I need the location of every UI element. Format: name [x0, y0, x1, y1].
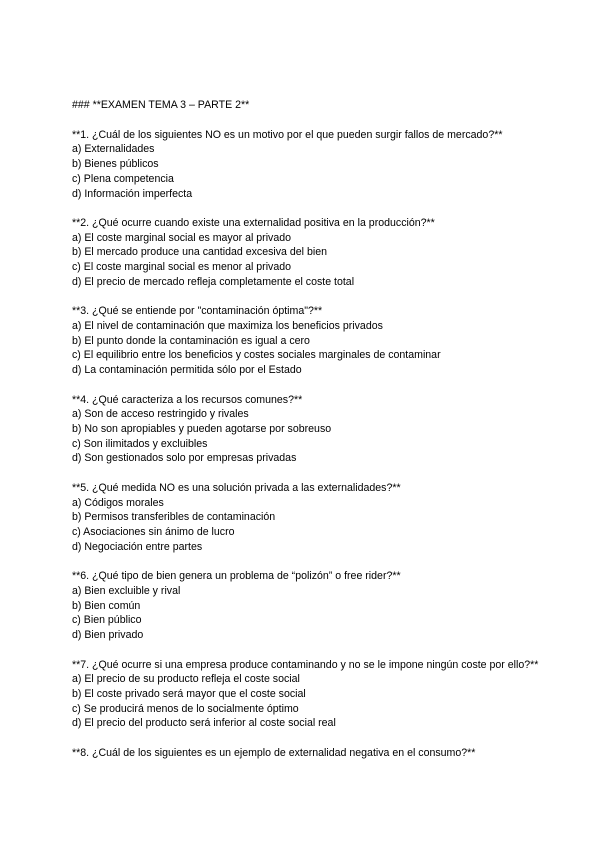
option-a: a) Son de acceso restringido y rivales [72, 408, 249, 421]
option-b: b) Bienes públicos [72, 158, 159, 171]
exam-document [72, 98, 542, 775]
option-c: c) Plena competencia [72, 172, 174, 185]
option-a: a) Códigos morales [72, 496, 164, 509]
question-text: **7. ¿Qué ocurre si una empresa produce contaminando y no se le impone ningún coste por ello?** [72, 658, 539, 671]
option-b: b) Permisos transferibles de contaminación [72, 511, 276, 524]
question-6 [72, 569, 542, 643]
question-4 [72, 393, 542, 467]
option-a: a) El precio de su producto refleja el coste social [72, 673, 300, 686]
exam-title: ### **EXAMEN TEMA 3 – PARTE 2** [72, 99, 250, 111]
question-3 [72, 304, 542, 378]
option-b: b) El punto donde la contaminación es igual a cero [72, 334, 310, 347]
option-d: d) Bien privado [72, 629, 144, 642]
option-a: a) El nivel de contaminación que maximiza los beneficios privados [72, 320, 383, 333]
question-text: **2. ¿Qué ocurre cuando existe una externalidad positiva en la producción?** [72, 217, 435, 230]
option-d: d) Información imperfecta [72, 187, 193, 200]
question-text: **4. ¿Qué caracteriza a los recursos comunes?** [72, 393, 303, 406]
question-text: **5. ¿Qué medida NO es una solución privada a las externalidades?** [72, 481, 401, 494]
option-d: d) El precio de mercado refleja completamente el coste total [72, 275, 355, 288]
question-text: **6. ¿Qué tipo de bien genera un problema de “polizón” o free rider?** [72, 570, 401, 583]
option-c: c) El equilibrio entre los beneficios y costes sociales marginales de contaminar [72, 349, 441, 362]
option-c: c) Bien público [72, 614, 142, 627]
option-c: c) El coste marginal social es menor al privado [72, 261, 292, 274]
option-b: b) El mercado produce una cantidad excesiva del bien [72, 246, 327, 259]
question-7 [72, 658, 542, 732]
question-text: **3. ¿Qué se entiende por "contaminación óptima"?** [72, 305, 323, 318]
option-a: a) El coste marginal social es mayor al privado [72, 231, 292, 244]
question-1 [72, 128, 542, 202]
question-2 [72, 216, 542, 290]
option-c: c) Asociaciones sin ánimo de lucro [72, 526, 235, 539]
question-text: **8. ¿Cuál de los siguientes es un ejemplo de externalidad negativa en el consumo?** [72, 746, 476, 759]
option-d: d) Negociación entre partes [72, 540, 203, 553]
option-b: b) Bien común [72, 599, 141, 612]
question-8 [72, 746, 542, 761]
option-d: d) Son gestionados solo por empresas privadas [72, 452, 297, 465]
question-5 [72, 481, 542, 555]
option-c: c) Se producirá menos de lo socialmente óptimo [72, 702, 299, 715]
option-b: b) No son apropiables y pueden agotarse por sobreuso [72, 423, 332, 436]
option-b: b) El coste privado será mayor que el coste social [72, 687, 306, 700]
question-text: **1. ¿Cuál de los siguientes NO es un motivo por el que pueden surgir fallos de mercado?** [72, 128, 503, 141]
option-a: a) Bien excluible y rival [72, 584, 181, 597]
option-a: a) Externalidades [72, 143, 155, 156]
option-d: d) El precio del producto será inferior al coste social real [72, 717, 336, 730]
option-d: d) La contaminación permitida sólo por el Estado [72, 364, 302, 377]
option-c: c) Son ilimitados y excluibles [72, 437, 208, 450]
